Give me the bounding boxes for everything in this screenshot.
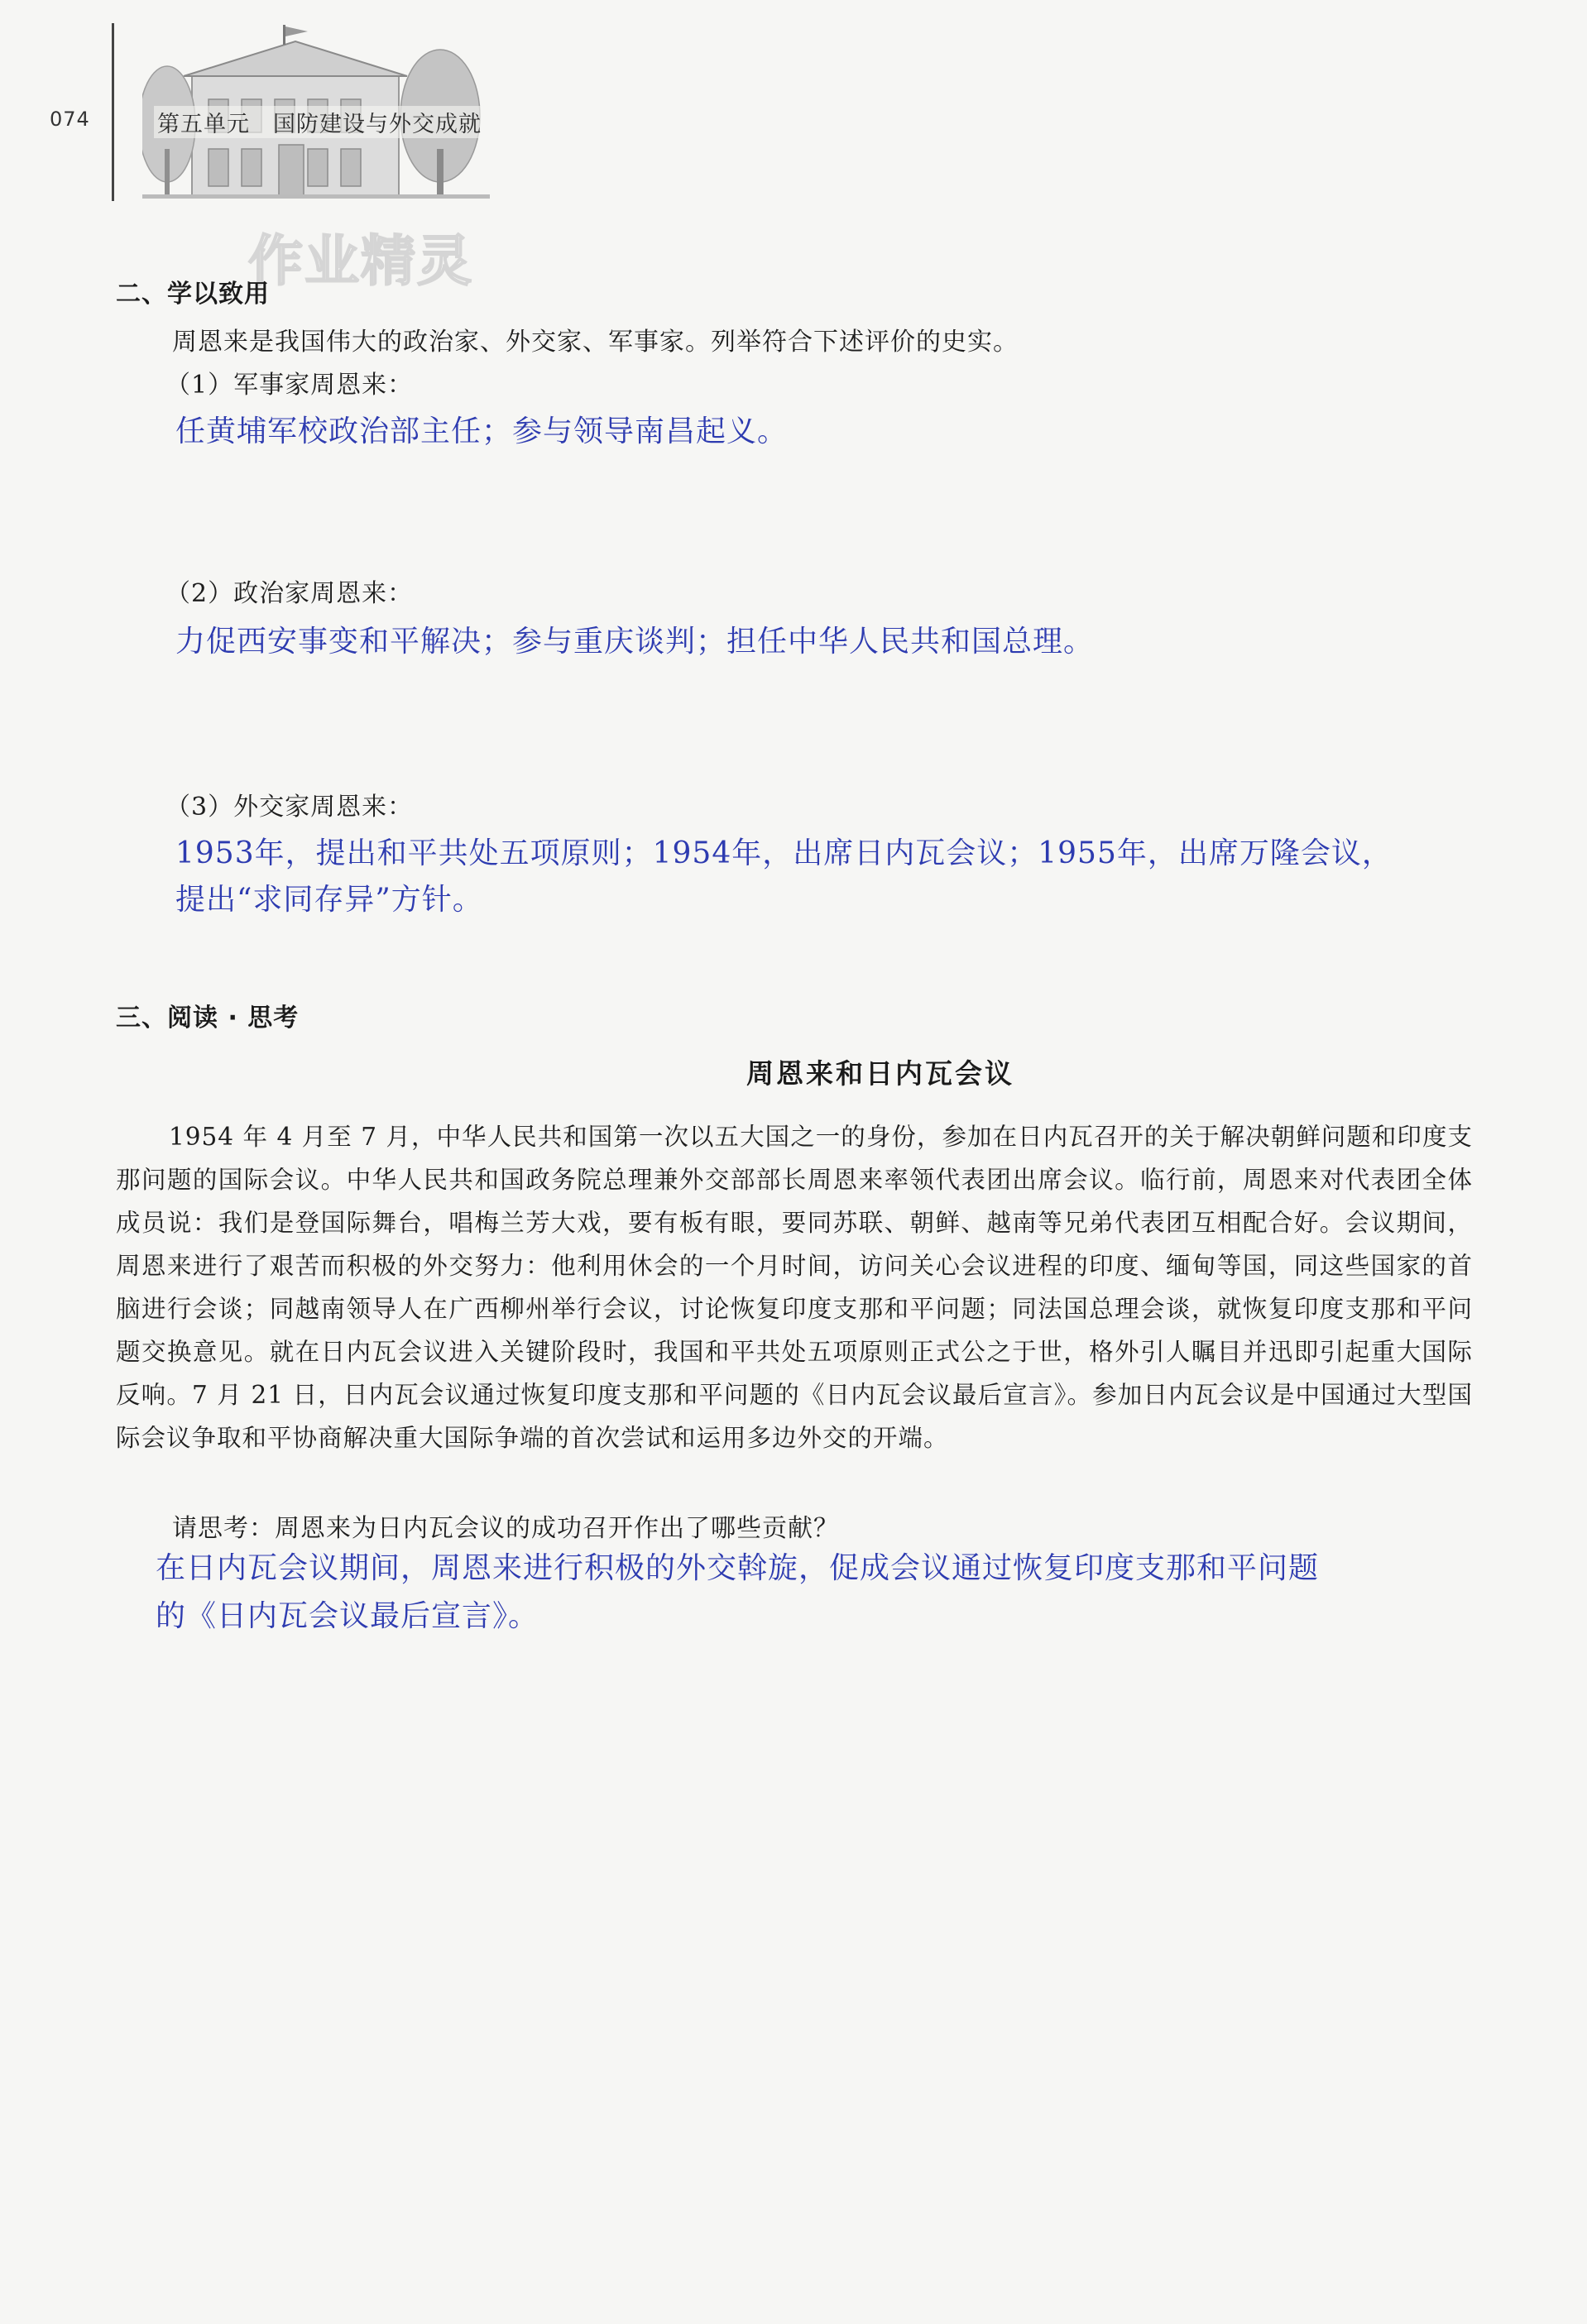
section-title-2: 二、学以致用 <box>116 280 270 309</box>
item-label-diplomatic: （3）外交家周恩来： <box>165 793 414 822</box>
answer-diplomatic-line-2: 提出“求同存异”方针。 <box>175 883 483 917</box>
unit-title: 第五单元 国防建设与外交成就 <box>154 106 485 138</box>
watermark-text: 作业精灵 <box>248 229 473 293</box>
answer-military: 任黄埔军校政治部主任；参与领导南昌起义。 <box>175 414 789 448</box>
answer-diplomatic-line-1: 1953年，提出和平共处五项原则；1954年，出席日内瓦会议；1955年，出席万隆会议， <box>175 836 1393 870</box>
article-body: 1954 年 4 月至 7 月，中华人民共和国第一次以五大国之一的身份，参加在日内瓦召开的关于解决朝鲜问题和印度支那问题的国际会议。中华人民共和国政务院总理兼外交部部长周恩来率领代表团出席会议。临行前，周恩来对代表团全体成员说：我们是登国际舞台，唱梅兰芳大戏，要有板有眼，要同苏联、朝鲜、越南等兄弟代表团互相配合好。会议期间，周恩来进行了艰苦而积极的外交努力：他利用休会的一个月时间，访问关心会议进程的印度、缅甸等国，同这些国家的首脑进行会谈；同越南领导人在广西柳州举行会议，讨论恢复印度支那和平问题；同法国总理会谈，就恢复印度支那和平问题交换意见。就在日内瓦会议进入关键阶段时，我国和平共处五项原则正式公之于世，格外引人瞩目并迅即引起重大国际反响。7 月 21 日，日内瓦会议通过恢复印度支那和平问题的《日内瓦会议最后宣言》。参加日内瓦会议是中国通过大型国际会议争取和平协商解决重大国际争端的首次尝试和运用多边外交的开端。 <box>116 1123 1473 1452</box>
section-title-3: 三、阅读 · 思考 <box>116 1004 300 1033</box>
item-label-political: （2）政治家周恩来： <box>165 579 414 608</box>
item-label-military: （1）军事家周恩来： <box>165 371 414 400</box>
header-divider <box>112 23 114 201</box>
reflection-question: 请思考：周恩来为日内瓦会议的成功召开作出了哪些贡献？ <box>172 1514 839 1543</box>
answer-political: 力促西安事变和平解决；参与重庆谈判；担任中华人民共和国总理。 <box>175 625 1095 659</box>
reflection-answer-line-1: 在日内瓦会议期间，周恩来进行积极的外交斡旋，促成会议通过恢复印度支那和平问题 <box>156 1551 1320 1585</box>
article-title: 周恩来和日内瓦会议 <box>746 1057 1014 1090</box>
reflection-answer-line-2: 的《日内瓦会议最后宣言》。 <box>156 1599 539 1633</box>
page-number: 074 <box>50 108 90 131</box>
section2-prompt: 周恩来是我国伟大的政治家、外交家、军事家。列举符合下述评价的史实。 <box>172 328 1019 357</box>
